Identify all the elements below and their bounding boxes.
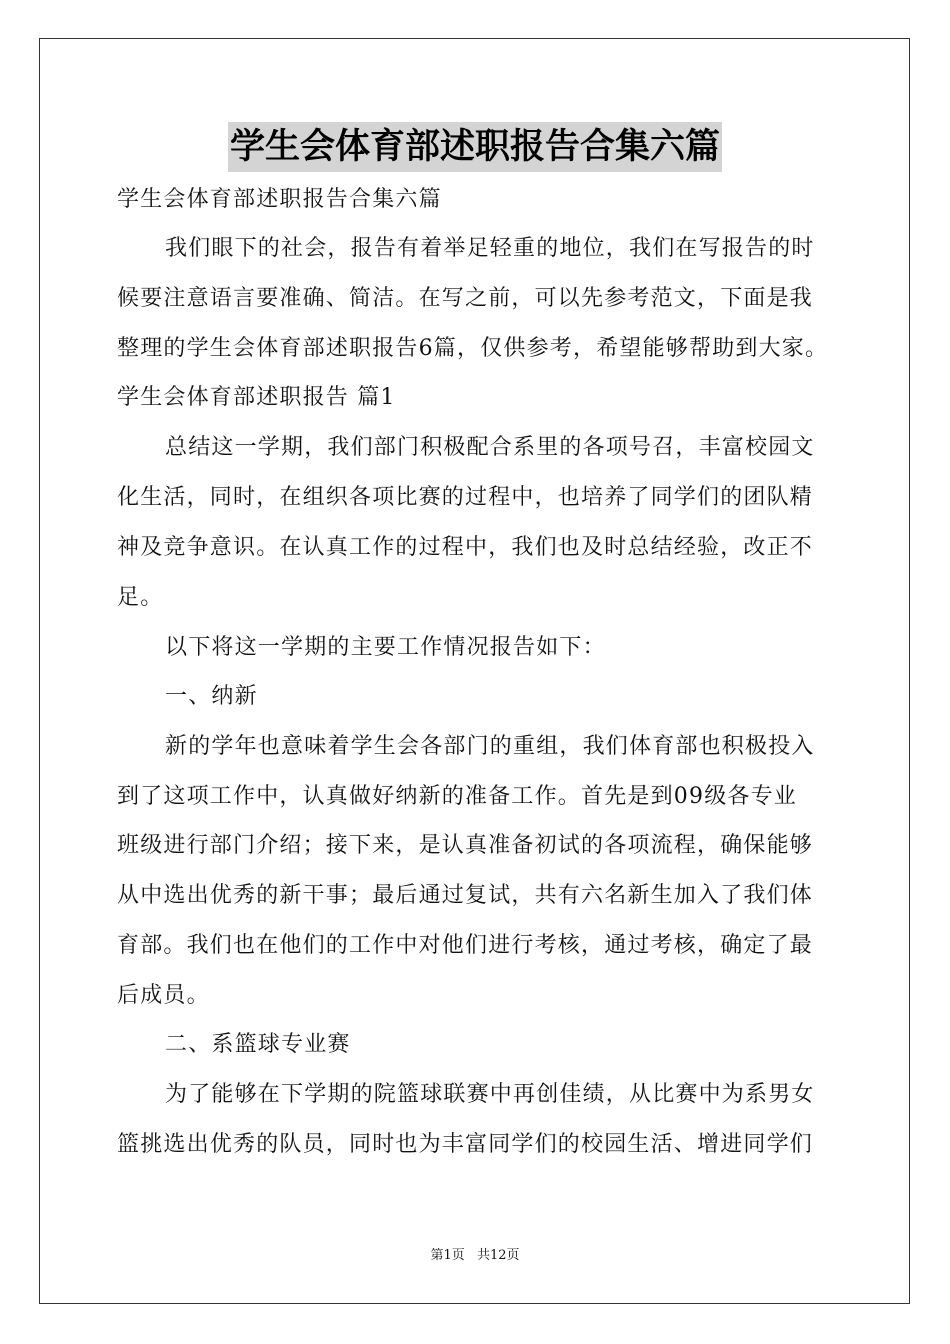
paragraph-line: 班级进行部门介绍；接下来，是认真准备初试的各项流程，确保能够 (117, 833, 814, 858)
page-number: 第1页 (430, 1248, 465, 1263)
section-heading: 一、纳新 (165, 684, 258, 709)
paragraph-line: 为了能够在下学期的院篮球联赛中再创佳绩，从比赛中为系男女 (165, 1082, 815, 1107)
paragraph-line: 神及竞争意识。在认真工作的过程中，我们也及时总结经验，改正不 (117, 535, 814, 560)
page-footer (0, 1247, 950, 1265)
paragraph-line: 整理的学生会体育部述职报告6篇，仅供参考，希望能够帮助到大家。 (117, 336, 829, 361)
paragraph-line: 后成员。 (117, 983, 210, 1008)
document-title: 学生会体育部述职报告合集六篇 (228, 122, 722, 172)
paragraph-line: 候要注意语言要准确、简洁。在写之前，可以先参考范文，下面是我 (117, 286, 814, 311)
paragraph-line: 我们眼下的社会，报告有着举足轻重的地位，我们在写报告的时 (165, 236, 815, 261)
page-total: 共12页 (476, 1248, 520, 1263)
paragraph-line: 篮挑选出优秀的队员，同时也为丰富同学们的校园生活、增进同学们 (117, 1132, 814, 1157)
section-heading: 学生会体育部述职报告 篇1 (117, 385, 396, 410)
paragraph-line: 育部。我们也在他们的工作中对他们进行考核，通过考核，确定了最 (117, 933, 814, 958)
subtitle-line: 学生会体育部述职报告合集六篇 (117, 187, 442, 212)
paragraph-line: 化生活，同时，在组织各项比赛的过程中，也培养了同学们的团队精 (117, 485, 814, 510)
paragraph-line: 总结这一学期，我们部门积极配合系里的各项号召，丰富校园文 (165, 435, 815, 460)
section-heading: 二、系篮球专业赛 (165, 1032, 351, 1057)
paragraph-line: 以下将这一学期的主要工作情况报告如下： (165, 635, 606, 660)
paragraph-line: 新的学年也意味着学生会各部门的重组，我们体育部也积极投入 (165, 734, 815, 759)
page-border (39, 38, 910, 1304)
title-container (0, 122, 950, 172)
paragraph-line: 从中选出优秀的新干事；最后通过复试，共有六名新生加入了我们体 (117, 883, 814, 908)
paragraph-line: 足。 (117, 585, 164, 610)
paragraph-line: 到了这项工作中，认真做好纳新的准备工作。首先是到09级各专业 (117, 784, 797, 809)
